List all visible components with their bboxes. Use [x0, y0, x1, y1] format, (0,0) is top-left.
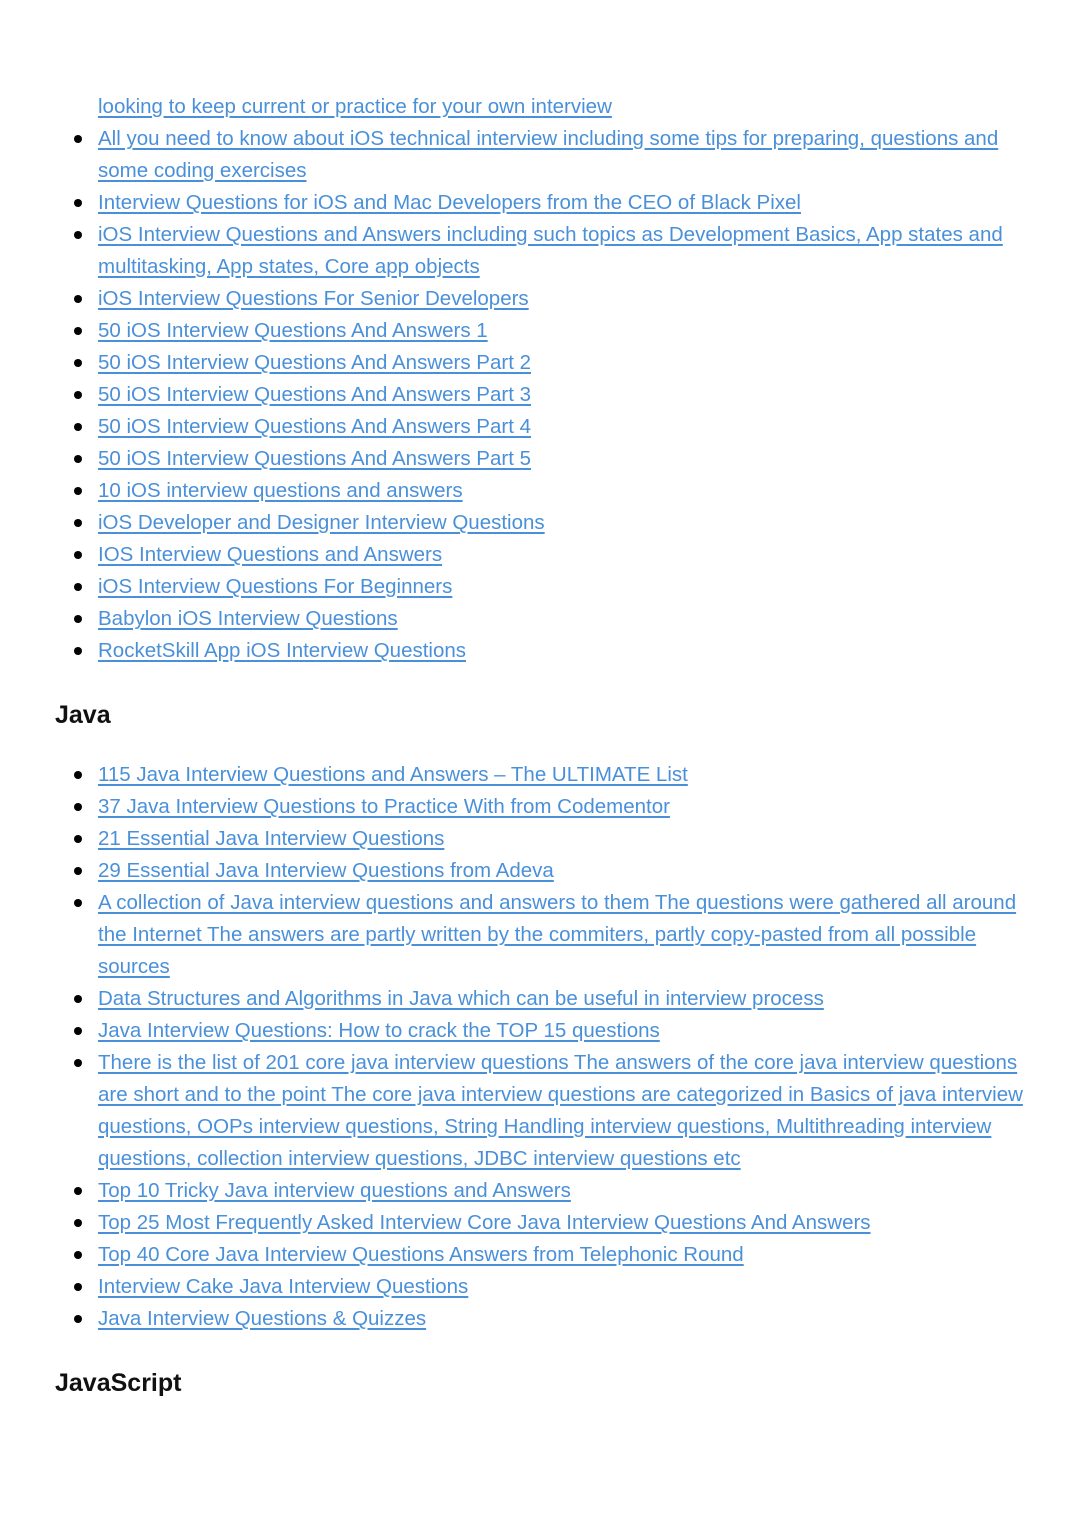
list-item: [0, 887, 1080, 983]
bullet-icon: [74, 615, 82, 623]
link[interactable]: iOS Interview Questions and Answers including such topics as Development Basics, App states and multitasking, App states, Core app objects: [98, 223, 1003, 278]
bullet-icon: [74, 803, 82, 811]
bullet-icon: [74, 327, 82, 335]
bullet-icon: [74, 995, 82, 1003]
bullet-icon: [74, 1187, 82, 1195]
link[interactable]: iOS Interview Questions For Senior Developers: [98, 287, 529, 310]
list-item: [0, 123, 1080, 187]
link[interactable]: 29 Essential Java Interview Questions from Adeva: [98, 859, 554, 882]
link[interactable]: RocketSkill App iOS Interview Questions: [98, 639, 467, 662]
list-item: [0, 1047, 1080, 1175]
list-item: [0, 635, 1080, 667]
link[interactable]: 50 iOS Interview Questions And Answers Part 5: [98, 447, 531, 470]
list-item: [0, 759, 1080, 791]
bullet-icon: [74, 835, 82, 843]
link[interactable]: A collection of Java interview questions and answers to them The questions were gathered all around the Internet The answers are partly written by the commiters, partly copy-pasted from all possible sources: [98, 891, 1017, 978]
link[interactable]: Java Interview Questions: How to crack the TOP 15 questions: [98, 1019, 660, 1042]
ios-link-list: [0, 91, 1080, 667]
list-item: [0, 283, 1080, 315]
link[interactable]: Interview Cake Java Interview Questions: [98, 1275, 469, 1298]
list-item: [0, 603, 1080, 635]
link[interactable]: 50 iOS Interview Questions And Answers 1: [98, 319, 488, 342]
link[interactable]: All you need to know about iOS technical interview including some tips for preparing, questions and some coding exercises: [98, 127, 999, 182]
bullet-icon: [74, 135, 82, 143]
bullet-icon: [74, 391, 82, 399]
link[interactable]: Babylon iOS Interview Questions: [98, 607, 398, 630]
list-item: [0, 1207, 1080, 1239]
list-item: [0, 443, 1080, 475]
link[interactable]: 50 iOS Interview Questions And Answers Part 3: [98, 383, 531, 406]
bullet-icon: [74, 647, 82, 655]
link[interactable]: 10 iOS interview questions and answers: [98, 479, 463, 502]
link[interactable]: 115 Java Interview Questions and Answers – The ULTIMATE List: [98, 763, 688, 786]
list-item: [0, 1303, 1080, 1335]
list-item: [0, 1271, 1080, 1303]
bullet-icon: [74, 359, 82, 367]
link[interactable]: Top 40 Core Java Interview Questions Answers from Telephonic Round: [98, 1243, 744, 1266]
bullet-icon: [74, 867, 82, 875]
bullet-icon: [74, 231, 82, 239]
list-item: [0, 855, 1080, 887]
link[interactable]: There is the list of 201 core java interview questions The answers of the core java interview questions are short and to the point The core java interview questions are categorized in Basics of java interview questions, OOPs interview questions, String Handling interview questions, Multithreading interview questions, collection interview questions, JDBC interview questions etc: [98, 1051, 1023, 1170]
link[interactable]: 21 Essential Java Interview Questions: [98, 827, 445, 850]
bullet-icon: [74, 1219, 82, 1227]
list-item: [0, 411, 1080, 443]
link[interactable]: Interview Questions for iOS and Mac Developers from the CEO of Black Pixel: [98, 191, 801, 214]
link[interactable]: Java Interview Questions & Quizzes: [98, 1307, 427, 1330]
bullet-icon: [74, 487, 82, 495]
list-item: [0, 539, 1080, 571]
list-item-continuation: [0, 91, 1080, 123]
list-item: [0, 347, 1080, 379]
bullet-icon: [74, 1283, 82, 1291]
list-item: [0, 507, 1080, 539]
bullet-icon: [74, 771, 82, 779]
bullet-icon: [74, 455, 82, 463]
list-item: [0, 823, 1080, 855]
bullet-icon: [74, 199, 82, 207]
list-item: [0, 187, 1080, 219]
java-link-list: [0, 759, 1080, 1335]
link[interactable]: Data Structures and Algorithms in Java which can be useful in interview process: [98, 987, 824, 1010]
link[interactable]: 37 Java Interview Questions to Practice With from Codementor: [98, 795, 670, 818]
list-item: [0, 379, 1080, 411]
list-item: [0, 1175, 1080, 1207]
link[interactable]: IOS Interview Questions and Answers: [98, 543, 443, 566]
link[interactable]: 50 iOS Interview Questions And Answers Part 4: [98, 415, 531, 438]
bullet-icon: [74, 551, 82, 559]
list-item: [0, 791, 1080, 823]
list-item: [0, 475, 1080, 507]
list-item: [0, 315, 1080, 347]
link[interactable]: Top 10 Tricky Java interview questions and Answers: [98, 1179, 571, 1202]
bullet-icon: [74, 1027, 82, 1035]
link[interactable]: iOS Developer and Designer Interview Questions: [98, 511, 545, 534]
section-heading-java: Java: [55, 701, 111, 729]
bullet-icon: [74, 583, 82, 591]
section-heading-javascript: JavaScript: [55, 1369, 182, 1397]
link[interactable]: Top 25 Most Frequently Asked Interview Core Java Interview Questions And Answers: [98, 1211, 871, 1234]
list-item: [0, 1015, 1080, 1047]
bullet-icon: [74, 1315, 82, 1323]
list-item: [0, 571, 1080, 603]
bullet-icon: [74, 1251, 82, 1259]
bullet-icon: [74, 519, 82, 527]
link[interactable]: looking to keep current or practice for your own interview: [98, 95, 612, 118]
list-item: [0, 1239, 1080, 1271]
list-item: [0, 219, 1080, 283]
link[interactable]: iOS Interview Questions For Beginners: [98, 575, 453, 598]
link[interactable]: 50 iOS Interview Questions And Answers Part 2: [98, 351, 531, 374]
bullet-icon: [74, 1059, 82, 1067]
bullet-icon: [74, 423, 82, 431]
bullet-icon: [74, 295, 82, 303]
list-item: [0, 983, 1080, 1015]
bullet-icon: [74, 899, 82, 907]
